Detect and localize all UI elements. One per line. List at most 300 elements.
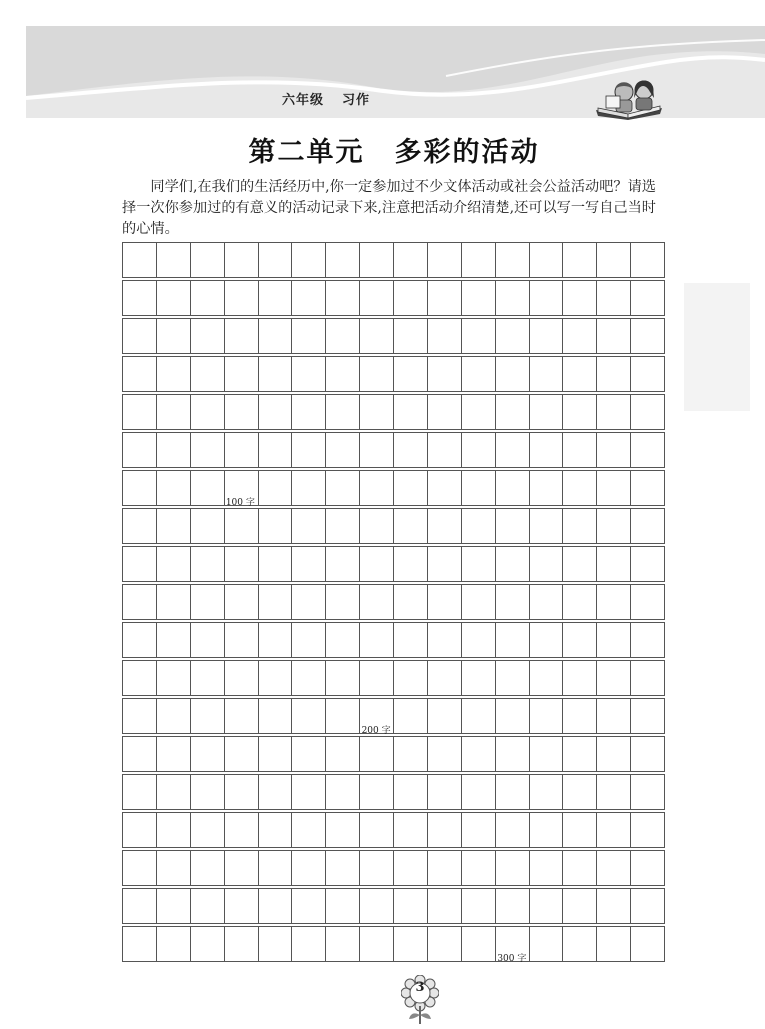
grid-cell[interactable] xyxy=(496,433,530,467)
grid-cell[interactable] xyxy=(597,433,631,467)
grid-cell[interactable] xyxy=(326,547,360,581)
grid-cell[interactable] xyxy=(563,775,597,809)
grid-cell[interactable] xyxy=(394,927,428,961)
grid-cell[interactable] xyxy=(462,357,496,391)
grid-cell[interactable] xyxy=(360,433,394,467)
grid-cell[interactable] xyxy=(191,395,225,429)
grid-cell[interactable] xyxy=(496,775,530,809)
grid-cell[interactable] xyxy=(462,851,496,885)
grid-cell[interactable] xyxy=(597,737,631,771)
grid-cell[interactable] xyxy=(157,889,191,923)
grid-cell[interactable] xyxy=(292,851,326,885)
grid-cell[interactable] xyxy=(530,357,564,391)
grid-cell[interactable] xyxy=(530,623,564,657)
grid-cell[interactable] xyxy=(394,243,428,277)
grid-cell[interactable] xyxy=(631,775,664,809)
grid-cell[interactable] xyxy=(360,585,394,619)
grid-cell[interactable] xyxy=(394,737,428,771)
grid-cell[interactable] xyxy=(225,699,259,733)
grid-cell[interactable] xyxy=(428,623,462,657)
grid-cell[interactable] xyxy=(123,243,157,277)
grid-cell[interactable] xyxy=(326,281,360,315)
grid-cell[interactable] xyxy=(496,889,530,923)
grid-cell[interactable] xyxy=(259,623,293,657)
grid-cell[interactable] xyxy=(631,471,664,505)
grid-cell[interactable] xyxy=(496,281,530,315)
grid-cell[interactable] xyxy=(259,509,293,543)
grid-cell[interactable] xyxy=(191,357,225,391)
grid-cell[interactable] xyxy=(326,813,360,847)
grid-cell[interactable] xyxy=(292,737,326,771)
grid-cell[interactable] xyxy=(292,623,326,657)
grid-cell[interactable] xyxy=(394,699,428,733)
grid-cell[interactable] xyxy=(631,661,664,695)
grid-cell[interactable] xyxy=(394,623,428,657)
grid-cell[interactable] xyxy=(259,471,293,505)
grid-cell[interactable] xyxy=(360,927,394,961)
grid-cell[interactable] xyxy=(157,243,191,277)
grid-cell[interactable] xyxy=(225,851,259,885)
grid-cell[interactable] xyxy=(326,585,360,619)
grid-cell[interactable] xyxy=(326,699,360,733)
grid-cell[interactable] xyxy=(191,623,225,657)
grid-cell[interactable] xyxy=(123,661,157,695)
grid-cell[interactable] xyxy=(428,319,462,353)
grid-cell[interactable] xyxy=(292,547,326,581)
grid-cell[interactable] xyxy=(157,357,191,391)
grid-cell[interactable] xyxy=(530,471,564,505)
grid-cell[interactable] xyxy=(462,243,496,277)
grid-cell[interactable] xyxy=(428,281,462,315)
grid-cell[interactable] xyxy=(631,319,664,353)
grid-cell[interactable] xyxy=(631,357,664,391)
grid-cell[interactable] xyxy=(292,509,326,543)
grid-cell[interactable] xyxy=(259,813,293,847)
grid-cell[interactable] xyxy=(462,547,496,581)
grid-cell[interactable] xyxy=(394,357,428,391)
grid-cell[interactable] xyxy=(292,319,326,353)
grid-cell[interactable] xyxy=(462,433,496,467)
grid-cell[interactable] xyxy=(631,889,664,923)
grid-cell[interactable] xyxy=(123,319,157,353)
grid-cell[interactable] xyxy=(631,813,664,847)
grid-cell[interactable] xyxy=(123,281,157,315)
grid-cell[interactable] xyxy=(530,851,564,885)
grid-cell[interactable] xyxy=(326,737,360,771)
grid-cell[interactable] xyxy=(631,243,664,277)
grid-cell[interactable] xyxy=(326,775,360,809)
grid-cell[interactable] xyxy=(428,889,462,923)
grid-cell[interactable] xyxy=(157,851,191,885)
grid-cell[interactable] xyxy=(563,509,597,543)
grid-cell[interactable] xyxy=(259,547,293,581)
grid-cell[interactable] xyxy=(563,433,597,467)
grid-cell[interactable] xyxy=(360,851,394,885)
grid-cell[interactable] xyxy=(292,433,326,467)
grid-cell[interactable] xyxy=(530,737,564,771)
grid-cell[interactable] xyxy=(123,889,157,923)
grid-cell[interactable] xyxy=(394,813,428,847)
grid-cell[interactable] xyxy=(259,357,293,391)
grid-cell[interactable] xyxy=(157,509,191,543)
grid-cell[interactable] xyxy=(225,243,259,277)
grid-cell[interactable] xyxy=(326,357,360,391)
grid-cell[interactable] xyxy=(191,585,225,619)
grid-cell[interactable] xyxy=(631,927,664,961)
grid-cell[interactable] xyxy=(496,395,530,429)
grid-cell[interactable] xyxy=(394,661,428,695)
grid-cell[interactable] xyxy=(530,927,564,961)
grid-cell[interactable] xyxy=(360,509,394,543)
grid-cell[interactable] xyxy=(292,927,326,961)
grid-cell[interactable] xyxy=(292,281,326,315)
grid-cell[interactable] xyxy=(123,357,157,391)
grid-cell[interactable] xyxy=(259,737,293,771)
grid-cell[interactable] xyxy=(326,623,360,657)
grid-cell[interactable] xyxy=(462,737,496,771)
grid-cell[interactable] xyxy=(563,395,597,429)
grid-cell[interactable] xyxy=(259,699,293,733)
grid-cell[interactable] xyxy=(157,661,191,695)
grid-cell[interactable] xyxy=(563,661,597,695)
grid-cell[interactable] xyxy=(563,471,597,505)
grid-cell[interactable] xyxy=(597,927,631,961)
grid-cell[interactable] xyxy=(225,737,259,771)
grid-cell[interactable] xyxy=(597,889,631,923)
grid-cell[interactable] xyxy=(428,433,462,467)
grid-cell[interactable] xyxy=(563,851,597,885)
grid-cell[interactable] xyxy=(530,775,564,809)
grid-cell[interactable] xyxy=(563,585,597,619)
grid-cell[interactable] xyxy=(597,851,631,885)
grid-cell[interactable] xyxy=(462,319,496,353)
grid-cell[interactable] xyxy=(259,319,293,353)
grid-cell[interactable] xyxy=(597,509,631,543)
grid-cell[interactable] xyxy=(360,357,394,391)
grid-cell[interactable] xyxy=(428,243,462,277)
grid-cell[interactable] xyxy=(563,813,597,847)
grid-cell[interactable] xyxy=(191,471,225,505)
grid-cell[interactable] xyxy=(326,395,360,429)
grid-cell[interactable] xyxy=(292,357,326,391)
grid-cell[interactable] xyxy=(191,319,225,353)
grid-cell[interactable] xyxy=(123,699,157,733)
grid-cell[interactable] xyxy=(563,889,597,923)
grid-cell[interactable] xyxy=(157,547,191,581)
grid-cell[interactable] xyxy=(191,927,225,961)
grid-cell[interactable] xyxy=(530,889,564,923)
grid-cell[interactable] xyxy=(394,775,428,809)
grid-cell[interactable] xyxy=(259,433,293,467)
grid-cell[interactable] xyxy=(259,775,293,809)
grid-cell[interactable] xyxy=(191,281,225,315)
grid-cell[interactable] xyxy=(496,357,530,391)
grid-cell[interactable] xyxy=(394,471,428,505)
grid-cell[interactable] xyxy=(631,851,664,885)
grid-cell[interactable] xyxy=(462,395,496,429)
grid-cell[interactable] xyxy=(326,471,360,505)
grid-cell[interactable] xyxy=(428,471,462,505)
grid-cell[interactable] xyxy=(597,585,631,619)
grid-cell[interactable] xyxy=(631,585,664,619)
grid-cell[interactable] xyxy=(157,319,191,353)
grid-cell[interactable] xyxy=(326,243,360,277)
grid-cell[interactable] xyxy=(191,889,225,923)
grid-cell[interactable] xyxy=(292,243,326,277)
grid-cell[interactable] xyxy=(225,357,259,391)
grid-cell[interactable] xyxy=(462,699,496,733)
grid-cell[interactable] xyxy=(496,661,530,695)
grid-cell[interactable] xyxy=(597,813,631,847)
grid-cell[interactable] xyxy=(259,927,293,961)
grid-cell[interactable] xyxy=(462,813,496,847)
grid-cell[interactable] xyxy=(292,585,326,619)
grid-cell[interactable] xyxy=(394,433,428,467)
grid-cell[interactable] xyxy=(292,889,326,923)
grid-cell[interactable] xyxy=(462,775,496,809)
grid-cell[interactable] xyxy=(462,585,496,619)
grid-cell[interactable] xyxy=(191,737,225,771)
grid-cell[interactable] xyxy=(157,623,191,657)
grid-cell[interactable] xyxy=(563,927,597,961)
grid-cell[interactable] xyxy=(597,661,631,695)
grid-cell[interactable] xyxy=(225,623,259,657)
grid-cell[interactable] xyxy=(428,661,462,695)
grid-cell[interactable] xyxy=(123,623,157,657)
grid-cell[interactable] xyxy=(360,775,394,809)
grid-cell[interactable] xyxy=(225,509,259,543)
grid-cell[interactable] xyxy=(597,775,631,809)
grid-cell[interactable] xyxy=(191,509,225,543)
grid-cell[interactable] xyxy=(157,699,191,733)
grid-cell[interactable] xyxy=(496,699,530,733)
grid-cell[interactable] xyxy=(360,813,394,847)
grid-cell[interactable] xyxy=(191,243,225,277)
grid-cell[interactable] xyxy=(123,547,157,581)
grid-cell[interactable] xyxy=(123,395,157,429)
grid-cell[interactable] xyxy=(157,395,191,429)
grid-cell[interactable] xyxy=(123,471,157,505)
grid-cell[interactable] xyxy=(597,243,631,277)
grid-cell[interactable] xyxy=(597,357,631,391)
grid-cell[interactable] xyxy=(563,281,597,315)
grid-cell[interactable] xyxy=(428,775,462,809)
grid-cell[interactable] xyxy=(259,585,293,619)
grid-cell[interactable] xyxy=(123,851,157,885)
grid-cell[interactable] xyxy=(225,281,259,315)
grid-cell[interactable] xyxy=(631,509,664,543)
grid-cell[interactable] xyxy=(631,547,664,581)
grid-cell[interactable] xyxy=(225,433,259,467)
grid-cell[interactable] xyxy=(157,775,191,809)
grid-cell[interactable] xyxy=(428,699,462,733)
grid-cell[interactable] xyxy=(496,243,530,277)
grid-cell[interactable] xyxy=(563,623,597,657)
grid-cell[interactable] xyxy=(530,319,564,353)
grid-cell[interactable] xyxy=(360,281,394,315)
grid-cell[interactable] xyxy=(563,319,597,353)
grid-cell[interactable] xyxy=(462,623,496,657)
grid-cell[interactable] xyxy=(259,851,293,885)
grid-cell[interactable] xyxy=(563,547,597,581)
grid-cell[interactable] xyxy=(563,737,597,771)
grid-cell[interactable] xyxy=(225,395,259,429)
grid-cell[interactable] xyxy=(428,585,462,619)
grid-cell[interactable] xyxy=(225,661,259,695)
grid-cell[interactable] xyxy=(563,699,597,733)
grid-cell[interactable] xyxy=(191,699,225,733)
grid-cell[interactable] xyxy=(191,813,225,847)
grid-cell[interactable] xyxy=(326,851,360,885)
grid-cell[interactable] xyxy=(394,509,428,543)
grid-cell[interactable] xyxy=(597,471,631,505)
grid-cell[interactable] xyxy=(191,433,225,467)
grid-cell[interactable] xyxy=(259,889,293,923)
grid-cell[interactable] xyxy=(292,471,326,505)
grid-cell[interactable] xyxy=(496,851,530,885)
grid-cell[interactable] xyxy=(259,395,293,429)
grid-cell[interactable] xyxy=(360,623,394,657)
grid-cell[interactable] xyxy=(360,547,394,581)
grid-cell[interactable] xyxy=(225,927,259,961)
grid-cell[interactable] xyxy=(496,547,530,581)
grid-cell[interactable] xyxy=(597,395,631,429)
grid-cell[interactable] xyxy=(394,281,428,315)
grid-cell[interactable] xyxy=(191,547,225,581)
grid-cell[interactable] xyxy=(326,509,360,543)
grid-cell[interactable] xyxy=(428,813,462,847)
grid-cell[interactable] xyxy=(191,775,225,809)
grid-cell[interactable] xyxy=(597,319,631,353)
grid-cell[interactable] xyxy=(597,699,631,733)
grid-cell[interactable] xyxy=(394,395,428,429)
grid-cell[interactable] xyxy=(225,813,259,847)
grid-cell[interactable] xyxy=(225,319,259,353)
grid-cell[interactable] xyxy=(360,319,394,353)
grid-cell[interactable] xyxy=(428,547,462,581)
grid-cell[interactable] xyxy=(428,357,462,391)
grid-cell[interactable] xyxy=(157,585,191,619)
grid-cell[interactable] xyxy=(123,775,157,809)
grid-cell[interactable] xyxy=(428,927,462,961)
grid-cell[interactable] xyxy=(360,737,394,771)
grid-cell[interactable] xyxy=(225,585,259,619)
grid-cell[interactable] xyxy=(462,471,496,505)
grid-cell[interactable] xyxy=(292,699,326,733)
grid-cell[interactable] xyxy=(597,281,631,315)
grid-cell[interactable] xyxy=(259,243,293,277)
grid-cell[interactable] xyxy=(428,395,462,429)
grid-cell[interactable] xyxy=(631,281,664,315)
grid-cell[interactable] xyxy=(563,357,597,391)
grid-cell[interactable] xyxy=(191,851,225,885)
grid-cell[interactable] xyxy=(428,509,462,543)
grid-cell[interactable] xyxy=(123,927,157,961)
grid-cell[interactable] xyxy=(597,623,631,657)
grid-cell[interactable] xyxy=(530,243,564,277)
grid-cell[interactable] xyxy=(563,243,597,277)
grid-cell[interactable] xyxy=(597,547,631,581)
grid-cell[interactable] xyxy=(631,623,664,657)
grid-cell[interactable] xyxy=(225,889,259,923)
grid-cell[interactable] xyxy=(462,661,496,695)
grid-cell[interactable] xyxy=(530,699,564,733)
grid-cell[interactable] xyxy=(530,661,564,695)
grid-cell[interactable] xyxy=(394,889,428,923)
grid-cell[interactable] xyxy=(123,433,157,467)
grid-cell[interactable] xyxy=(530,813,564,847)
grid-cell[interactable] xyxy=(496,813,530,847)
grid-cell[interactable] xyxy=(157,471,191,505)
grid-cell[interactable] xyxy=(326,889,360,923)
grid-cell[interactable] xyxy=(123,585,157,619)
grid-cell[interactable] xyxy=(123,509,157,543)
grid-cell[interactable] xyxy=(530,547,564,581)
grid-cell[interactable] xyxy=(292,661,326,695)
grid-cell[interactable] xyxy=(292,395,326,429)
grid-cell[interactable] xyxy=(631,433,664,467)
grid-cell[interactable] xyxy=(394,319,428,353)
grid-cell[interactable] xyxy=(462,509,496,543)
grid-cell[interactable] xyxy=(123,813,157,847)
grid-cell[interactable] xyxy=(225,547,259,581)
grid-cell[interactable] xyxy=(496,471,530,505)
grid-cell[interactable] xyxy=(496,319,530,353)
grid-cell[interactable] xyxy=(157,927,191,961)
grid-cell[interactable] xyxy=(259,661,293,695)
grid-cell[interactable] xyxy=(631,737,664,771)
grid-cell[interactable] xyxy=(292,775,326,809)
grid-cell[interactable] xyxy=(259,281,293,315)
grid-cell[interactable] xyxy=(631,395,664,429)
grid-cell[interactable] xyxy=(326,927,360,961)
grid-cell[interactable] xyxy=(326,433,360,467)
grid-cell[interactable] xyxy=(530,281,564,315)
grid-cell[interactable] xyxy=(496,585,530,619)
grid-cell[interactable] xyxy=(292,813,326,847)
grid-cell[interactable] xyxy=(496,509,530,543)
grid-cell[interactable] xyxy=(462,281,496,315)
grid-cell[interactable] xyxy=(394,547,428,581)
grid-cell[interactable] xyxy=(360,661,394,695)
grid-cell[interactable] xyxy=(631,699,664,733)
grid-cell[interactable] xyxy=(462,889,496,923)
grid-cell[interactable] xyxy=(496,623,530,657)
grid-cell[interactable] xyxy=(157,433,191,467)
grid-cell[interactable] xyxy=(225,775,259,809)
grid-cell[interactable] xyxy=(326,319,360,353)
grid-cell[interactable] xyxy=(360,395,394,429)
grid-cell[interactable] xyxy=(394,585,428,619)
grid-cell[interactable] xyxy=(428,851,462,885)
grid-cell[interactable] xyxy=(123,737,157,771)
grid-cell[interactable] xyxy=(360,471,394,505)
grid-cell[interactable] xyxy=(530,395,564,429)
grid-cell[interactable] xyxy=(360,889,394,923)
grid-cell[interactable] xyxy=(462,927,496,961)
grid-cell[interactable] xyxy=(157,737,191,771)
grid-cell[interactable] xyxy=(530,585,564,619)
grid-cell[interactable] xyxy=(191,661,225,695)
grid-cell[interactable] xyxy=(530,433,564,467)
grid-cell[interactable] xyxy=(360,243,394,277)
grid-cell[interactable] xyxy=(157,813,191,847)
grid-cell[interactable] xyxy=(326,661,360,695)
grid-cell[interactable] xyxy=(496,737,530,771)
grid-cell[interactable] xyxy=(530,509,564,543)
grid-cell[interactable] xyxy=(394,851,428,885)
grid-cell[interactable] xyxy=(428,737,462,771)
